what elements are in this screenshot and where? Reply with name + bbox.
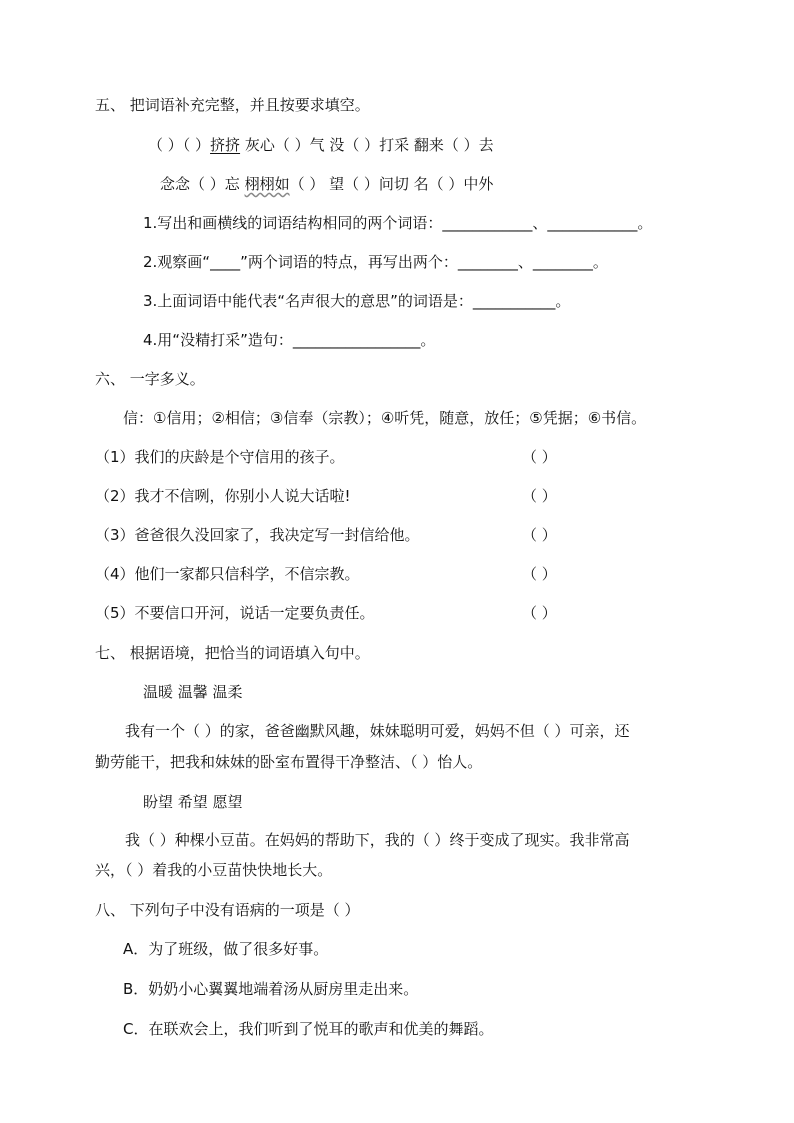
underlined-word: 挤挤 — [210, 136, 241, 154]
answer-blank: （ ） — [522, 604, 557, 622]
answer-blank: （ ） — [522, 487, 557, 505]
option-b: B．奶奶小心翼翼地端着汤从厨房里走出来。 — [123, 980, 419, 998]
answer-blank: （ ） — [522, 448, 557, 466]
word-choices-2: 盼望 希望 愿望 — [143, 793, 243, 811]
wavy-underlined-word: 栩栩如 — [244, 175, 290, 193]
list-item: （2）我才不信咧，你别小人说大话啦! — [95, 487, 351, 505]
word-row-2-a: 念念（ ）忘 — [160, 175, 240, 193]
paragraph-1-line-2: 勤劳能干，把我和妹妹的卧室布置得干净整洁、（ ）怡人。 — [95, 753, 483, 771]
section-5-title: 五、 把词语补充完整，并且按要求填空。 — [95, 96, 370, 114]
section-7-title: 七、 根据语境，把恰当的词语填入句中。 — [95, 644, 370, 662]
question-5-4: 4.用“没精打采”造句：_________________。 — [143, 331, 436, 349]
section-8-title: 八、 下列句子中没有语病的一项是（ ） — [95, 901, 360, 919]
list-item: （1）我们的庆龄是个守信用的孩子。 — [95, 448, 345, 466]
section-6-title: 六、 一字多义。 — [95, 370, 205, 388]
word-row-1-c: 灰心（ ）气 没（ ）打采 翻来（ ）去 — [240, 136, 494, 154]
list-item: （3）爸爸很久没回家了，我决定写一封信给他。 — [95, 526, 420, 544]
question-5-3: 3.上面词语中能代表“名声很大的意思”的词语是：___________。 — [143, 292, 571, 310]
word-row-1 — [148, 135, 494, 155]
word-row-1-a: （ ）（ ） — [148, 136, 211, 154]
option-a: A．为了班级，做了很多好事。 — [123, 940, 329, 958]
answer-blank: （ ） — [522, 526, 557, 544]
list-item: （5）不要信口开河，说话一定要负责任。 — [95, 604, 375, 622]
option-c: C．在联欢会上，我们听到了悦耳的歌声和优美的舞蹈。 — [123, 1020, 494, 1038]
list-item: （4）他们一家都只信科学，不信宗教。 — [95, 565, 360, 583]
question-5-1: 1.写出和画横线的词语结构相同的两个词语：____________、____________。 — [143, 214, 653, 232]
word-choices-1: 温暖 温馨 温柔 — [143, 683, 243, 701]
question-5-2: 2.观察画“____”两个词语的特点，再写出两个：________、________。 — [143, 253, 608, 271]
definition-line: 信：①信用；②相信；③信奉（宗教）；④听凭，随意，放任；⑤凭据；⑥书信。 — [123, 409, 647, 427]
word-row-2-c: （ ） 望（ ）问切 名（ ）中外 — [289, 175, 494, 193]
word-row-2 — [160, 174, 493, 194]
paragraph-2-line-1: 我（ ）种棵小豆苗。在妈妈的帮助下，我的（ ）终于变成了现实。我非常高 — [125, 831, 630, 849]
paragraph-2-line-2: 兴，（ ）着我的小豆苗快快地长大。 — [95, 861, 333, 879]
paragraph-1-line-1: 我有一个（ ）的家，爸爸幽默风趣，妹妹聪明可爱，妈妈不但（ ）可亲，还 — [125, 722, 630, 740]
answer-blank: （ ） — [522, 565, 557, 583]
